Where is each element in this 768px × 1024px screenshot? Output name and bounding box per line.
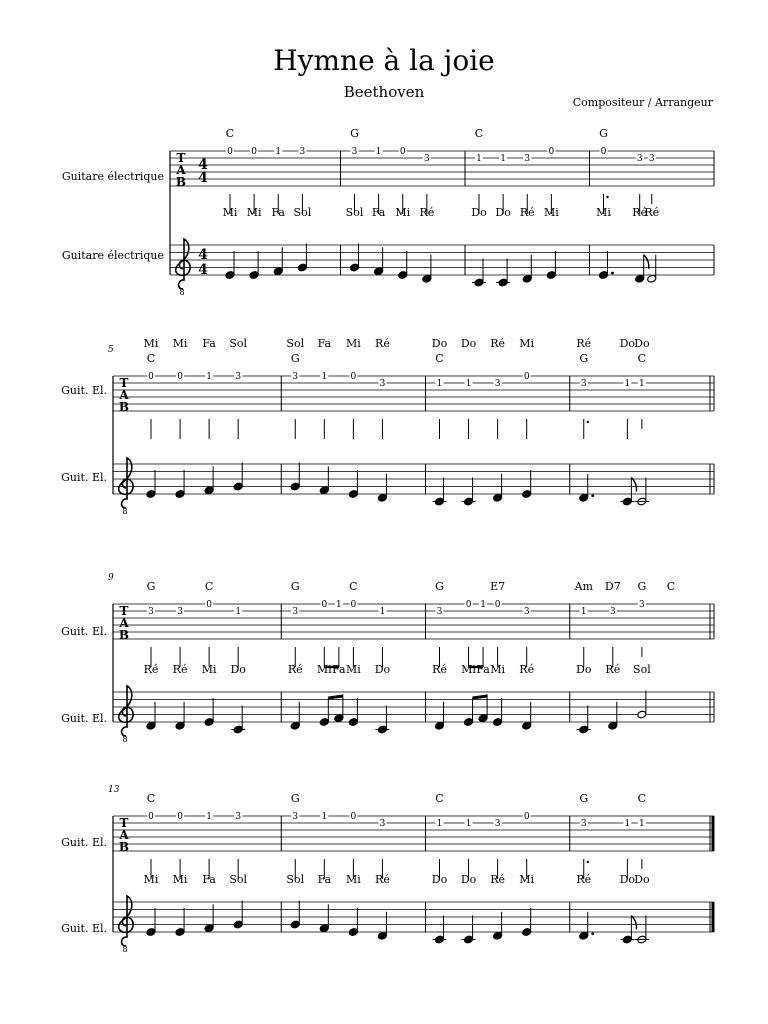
staff-instrument-label: Guitare électrique xyxy=(61,249,164,262)
chord-symbol: C xyxy=(146,352,156,365)
chord-symbol: G xyxy=(599,127,608,140)
eighth-flag xyxy=(631,916,636,930)
note-name-label: Fa xyxy=(317,337,332,350)
measure-number: 13 xyxy=(108,785,120,795)
note-name-label: Mi xyxy=(172,873,188,886)
note-name-label: Sol xyxy=(633,663,651,676)
tab-fret-number: 0 xyxy=(350,600,357,610)
note-name-label: Ré xyxy=(576,873,592,886)
time-signature-bottom: 4 xyxy=(198,170,208,186)
note-name-label: Do xyxy=(460,337,477,350)
octave-marker: 8 xyxy=(179,288,185,297)
tab-fret-number: 1 xyxy=(335,600,342,610)
note-name-label: Ré xyxy=(576,337,592,350)
composer-credit: Compositeur / Arrangeur xyxy=(572,96,713,109)
staff-note-beam xyxy=(473,696,488,698)
staff-instrument-label: Guit. El. xyxy=(61,471,107,484)
tab-fret-number: 3 xyxy=(494,379,501,389)
note-name-label: Mi xyxy=(395,206,411,219)
tab-fret-number: 3 xyxy=(636,154,643,164)
chord-symbol: C xyxy=(666,580,676,593)
tab-clef-letter: A xyxy=(119,388,129,402)
time-signature-bottom: 4 xyxy=(198,262,208,278)
tab-fret-number: 1 xyxy=(321,372,328,382)
note-name-label: Ré xyxy=(287,663,303,676)
tab-fret-number: 3 xyxy=(299,147,306,157)
note-name-label: Ré xyxy=(419,206,435,219)
chord-symbol: G xyxy=(579,792,589,805)
note-name-label: Ré xyxy=(432,663,447,676)
tab-fret-number: 3 xyxy=(424,154,430,164)
chord-symbol: C xyxy=(637,792,647,805)
treble-clef-icon xyxy=(176,239,190,289)
note-name-label: Do xyxy=(576,663,592,676)
note-name-label: Mi xyxy=(246,206,262,219)
tab-fret-number: 3 xyxy=(580,379,587,389)
chord-symbol: C xyxy=(435,352,444,365)
octave-marker: 8 xyxy=(122,945,128,954)
note-name-label: Fa xyxy=(202,337,216,350)
chord-symbol: Am xyxy=(574,580,593,593)
note-name-label: Mi xyxy=(345,873,361,886)
note-name-label: Ré xyxy=(644,206,660,219)
tab-clef-letter: T xyxy=(119,816,129,830)
note-name-label: Fa xyxy=(371,206,386,219)
tab-fret-number: 1 xyxy=(206,812,212,822)
chord-symbol: G xyxy=(290,352,300,365)
tab-fret-number: 3 xyxy=(494,819,501,829)
note-name-label: Mi xyxy=(543,206,559,219)
chord-symbol: C xyxy=(435,792,444,805)
tab-fret-number: 0 xyxy=(399,147,406,157)
tab-fret-number: 0 xyxy=(523,812,530,822)
chord-symbol: G xyxy=(290,580,300,593)
chord-symbol: C xyxy=(225,127,235,140)
score-subtitle: Beethoven xyxy=(343,83,425,101)
tab-fret-number: 1 xyxy=(321,812,328,822)
chord-symbol: C xyxy=(146,792,156,805)
tab-fret-number: 0 xyxy=(251,147,257,157)
tab-fret-number: 1 xyxy=(206,372,212,382)
tab-instrument-label: Guitare électrique xyxy=(61,170,164,183)
note-name-label: Do xyxy=(634,873,650,886)
tab-fret-number: 1 xyxy=(639,379,645,389)
note-name-label: Fa xyxy=(202,873,216,886)
note-name-label: Ré xyxy=(519,663,535,676)
tab-fret-number: 0 xyxy=(523,372,530,382)
note-name-label: Do xyxy=(634,337,650,350)
tab-fret-number: 1 xyxy=(379,607,386,617)
tab-fret-number: 0 xyxy=(548,147,555,157)
tab-fret-number: 1 xyxy=(500,154,506,164)
tab-fret-number: 3 xyxy=(379,379,386,389)
note-name-label: Ré xyxy=(632,206,648,219)
tab-fret-number: 1 xyxy=(480,600,486,610)
note-name-label: Sol xyxy=(229,337,248,350)
note-dot xyxy=(591,494,594,497)
tab-fret-number: 0 xyxy=(465,600,472,610)
note-name-label: Do xyxy=(619,873,636,886)
tab-fret-number: 0 xyxy=(206,600,212,610)
note-name-label: Mi xyxy=(345,663,361,676)
tab-fret-number: 0 xyxy=(321,600,328,610)
tab-clef-letter: B xyxy=(118,840,130,854)
tab-clef-letter: B xyxy=(175,175,187,189)
tab-fret-number: 1 xyxy=(465,819,472,829)
tab-fret-number: 3 xyxy=(351,147,358,157)
tab-fret-number: 3 xyxy=(436,607,443,617)
tab-fret-number: 1 xyxy=(624,379,631,389)
tab-clef-letter: A xyxy=(119,616,129,630)
tab-fret-number: 3 xyxy=(523,607,530,617)
note-name-label: Mi xyxy=(172,337,188,350)
note-name-label: Fa xyxy=(317,873,332,886)
tab-fret-number: 1 xyxy=(275,147,282,157)
note-name-label: Mi xyxy=(316,663,332,676)
tab-instrument-label: Guit. El. xyxy=(61,384,107,397)
note-name-label: Ré xyxy=(143,663,159,676)
note-name-label: Ré xyxy=(375,337,390,350)
tab-fret-number: 1 xyxy=(476,154,482,164)
eighth-flag xyxy=(644,255,649,269)
tab-fret-number: 1 xyxy=(436,379,443,389)
tab-fret-number: 3 xyxy=(379,819,386,829)
tab-clef-letter: T xyxy=(119,604,129,618)
chord-symbol: C xyxy=(204,580,214,593)
note-name-label: Mi xyxy=(461,663,476,676)
chord-symbol: C xyxy=(474,127,484,140)
note-name-label: Fa xyxy=(476,663,490,676)
note-name-label: Mi xyxy=(201,663,217,676)
tab-fret-number: 3 xyxy=(177,607,183,617)
note-name-label: Ré xyxy=(172,663,188,676)
note-name-label: Do xyxy=(471,206,487,219)
note-name-label: Ré xyxy=(519,206,535,219)
note-name-label: Do xyxy=(495,206,511,219)
tab-clef-letter: B xyxy=(118,400,130,414)
tab-clef-letter: T xyxy=(119,376,129,390)
note-name-label: Ré xyxy=(490,337,506,350)
tab-fret-number: 1 xyxy=(580,607,587,617)
tab-fret-number: 0 xyxy=(600,147,607,157)
staff-instrument-label: Guit. El. xyxy=(61,712,107,725)
note-name-label: Ré xyxy=(605,663,621,676)
tab-clef-letter: A xyxy=(119,828,129,842)
rhythm-dot xyxy=(606,196,608,198)
time-signature-top: 4 xyxy=(198,157,208,173)
tab-fret-number: 1 xyxy=(436,819,443,829)
rhythm-dot xyxy=(587,861,589,863)
tab-fret-number: 3 xyxy=(648,154,655,164)
staff-note-beam xyxy=(328,696,343,698)
note-name-label: Ré xyxy=(490,873,506,886)
time-signature-top: 4 xyxy=(198,247,208,263)
rhythm-dot xyxy=(587,421,589,423)
tab-fret-number: 1 xyxy=(465,379,472,389)
tab-fret-number: 3 xyxy=(639,600,645,610)
note-name-label: Sol xyxy=(286,337,305,350)
chord-symbol: C xyxy=(349,580,358,593)
treble-clef-icon xyxy=(119,686,133,736)
treble-clef-icon xyxy=(119,458,133,508)
note-name-label: Sol xyxy=(229,873,248,886)
tab-fret-number: 3 xyxy=(609,607,616,617)
note-name-label: Sol xyxy=(293,206,312,219)
note-name-label: Fa xyxy=(271,206,285,219)
tab-clef-letter: T xyxy=(176,151,186,165)
tab-fret-number: 0 xyxy=(350,372,357,382)
tab-fret-number: 0 xyxy=(148,812,154,822)
eighth-flag xyxy=(631,478,636,492)
chord-symbol: G xyxy=(579,352,589,365)
note-name-label: Ré xyxy=(375,873,390,886)
tab-fret-number: 3 xyxy=(292,607,299,617)
note-name-label: Mi xyxy=(143,337,159,350)
tab-fret-number: 0 xyxy=(177,372,183,382)
tab-fret-number: 3 xyxy=(148,607,154,617)
note-name-label: Mi xyxy=(345,337,361,350)
tab-instrument-label: Guit. El. xyxy=(61,836,107,849)
tab-instrument-label: Guit. El. xyxy=(61,625,107,638)
tab-fret-number: 3 xyxy=(235,372,242,382)
tab-fret-number: 0 xyxy=(148,372,154,382)
note-name-label: Do xyxy=(460,873,477,886)
note-dot xyxy=(591,932,594,935)
measure-number: 9 xyxy=(108,573,114,583)
tab-clef-letter: A xyxy=(176,163,186,177)
chord-symbol: G xyxy=(637,580,647,593)
note-name-label: Do xyxy=(431,873,448,886)
chord-symbol: E7 xyxy=(490,580,506,593)
tab-fret-number: 3 xyxy=(292,372,299,382)
tab-fret-number: 3 xyxy=(235,812,242,822)
tab-fret-number: 3 xyxy=(580,819,587,829)
staff-instrument-label: Guit. El. xyxy=(61,922,107,935)
tab-fret-number: 1 xyxy=(375,147,382,157)
chord-symbol: C xyxy=(637,352,647,365)
note-name-label: Mi xyxy=(596,206,611,219)
note-name-label: Mi xyxy=(490,663,506,676)
chord-symbol: D7 xyxy=(604,580,621,593)
score-title: Hymne à la joie xyxy=(273,44,495,77)
chord-symbol: G xyxy=(146,580,156,593)
tab-fret-number: 3 xyxy=(292,812,299,822)
octave-marker: 8 xyxy=(122,507,128,516)
note-dot xyxy=(611,272,614,275)
tab-fret-number: 0 xyxy=(177,812,183,822)
treble-clef-icon xyxy=(119,896,133,946)
note-name-label: Mi xyxy=(519,337,535,350)
measure-number: 5 xyxy=(108,345,114,355)
note-name-label: Mi xyxy=(519,873,535,886)
note-name-label: Fa xyxy=(332,663,346,676)
chord-symbol: G xyxy=(350,127,359,140)
tab-fret-number: 3 xyxy=(524,154,531,164)
tab-fret-number: 1 xyxy=(235,607,242,617)
note-name-label: Do xyxy=(431,337,448,350)
note-name-label: Mi xyxy=(143,873,159,886)
note-name-label: Mi xyxy=(222,206,238,219)
tab-fret-number: 1 xyxy=(624,819,631,829)
note-name-label: Do xyxy=(619,337,636,350)
tab-fret-number: 0 xyxy=(494,600,501,610)
tab-fret-number: 0 xyxy=(227,147,233,157)
chord-symbol: G xyxy=(290,792,300,805)
chord-symbol: G xyxy=(435,580,444,593)
tab-fret-number: 0 xyxy=(350,812,357,822)
note-name-label: Sol xyxy=(345,206,364,219)
note-name-label: Sol xyxy=(286,873,305,886)
octave-marker: 8 xyxy=(122,735,128,744)
tab-fret-number: 1 xyxy=(639,819,645,829)
note-name-label: Do xyxy=(374,663,391,676)
note-name-label: Do xyxy=(230,663,246,676)
tab-clef-letter: B xyxy=(118,628,130,642)
